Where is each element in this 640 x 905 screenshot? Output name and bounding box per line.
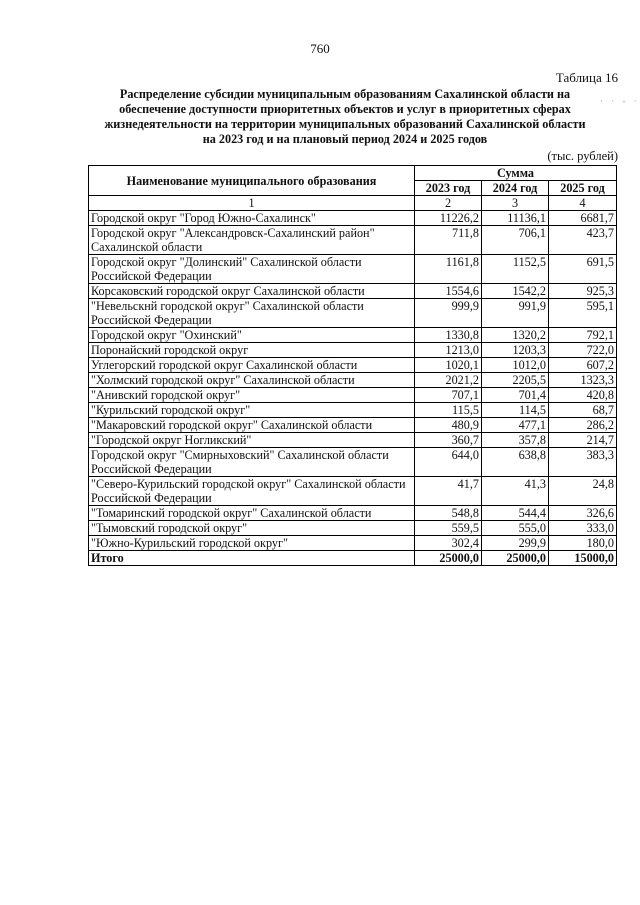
value-2024: 41,3 xyxy=(482,477,549,506)
header-year-2024: 2024 год xyxy=(482,181,549,196)
municipality-name: Городской округ "Александровск-Сахалинский район" Сахалинской области xyxy=(89,226,415,255)
value-2024: 11136,1 xyxy=(482,211,549,226)
title-line: жизнедеятельности на территории муниципальных образований Сахалинской области xyxy=(104,117,586,131)
table-row xyxy=(89,433,617,448)
column-number: 3 xyxy=(482,196,549,211)
title-line: обеспечение доступности приоритетных объектов и услуг в приоритетных сферах xyxy=(119,102,571,116)
value-2024: 299,9 xyxy=(482,536,549,551)
municipality-name: "Макаровский городской округ" Сахалинской области xyxy=(89,418,415,433)
value-2024: 2205,5 xyxy=(482,373,549,388)
value-2025: 423,7 xyxy=(549,226,617,255)
table-body xyxy=(89,211,617,551)
total-2024: 25000,0 xyxy=(482,551,549,566)
municipality-name: Поронайский городской округ xyxy=(89,343,415,358)
municipality-name: "Курильский городской округ" xyxy=(89,403,415,418)
value-2025: 333,0 xyxy=(549,521,617,536)
value-2023: 548,8 xyxy=(415,506,482,521)
table-row xyxy=(89,226,617,255)
value-2023: 1554,6 xyxy=(415,284,482,299)
table-row xyxy=(89,299,617,328)
value-2024: 1203,3 xyxy=(482,343,549,358)
header-sum: Сумма xyxy=(415,166,617,181)
value-2025: 420,8 xyxy=(549,388,617,403)
value-2024: 991,9 xyxy=(482,299,549,328)
municipality-name: "Томаринский городской округ" Сахалинской области xyxy=(89,506,415,521)
municipality-name: "Холмский городской округ" Сахалинской области xyxy=(89,373,415,388)
total-2025: 15000,0 xyxy=(549,551,617,566)
value-2025: 925,3 xyxy=(549,284,617,299)
value-2025: 792,1 xyxy=(549,328,617,343)
value-2023: 2021,2 xyxy=(415,373,482,388)
value-2024: 638,8 xyxy=(482,448,549,477)
value-2024: 1542,2 xyxy=(482,284,549,299)
value-2024: 114,5 xyxy=(482,403,549,418)
value-2025: 214,7 xyxy=(549,433,617,448)
municipality-name: "Городской округ Ногликский" xyxy=(89,433,415,448)
table-row xyxy=(89,388,617,403)
document-title xyxy=(95,87,595,147)
municipality-name: Городской округ "Смирныховский" Сахалинской области Российской Федерации xyxy=(89,448,415,477)
table-row xyxy=(89,536,617,551)
value-2024: 706,1 xyxy=(482,226,549,255)
municipality-name: "Невельскнй городской округ" Сахалинской области Российской Федерации xyxy=(89,299,415,328)
table-row xyxy=(89,506,617,521)
municipality-name: Корсаковский городской округ Сахалинской области xyxy=(89,284,415,299)
value-2023: 302,4 xyxy=(415,536,482,551)
value-2025: 180,0 xyxy=(549,536,617,551)
value-2023: 480,9 xyxy=(415,418,482,433)
value-2025: 722,0 xyxy=(549,343,617,358)
value-2025: 691,5 xyxy=(549,255,617,284)
table-row xyxy=(89,403,617,418)
table-row xyxy=(89,255,617,284)
municipality-name: Городской округ "Охинский" xyxy=(89,328,415,343)
table-label: Таблица 16 xyxy=(555,70,618,85)
value-2025: 24,8 xyxy=(549,477,617,506)
value-2023: 41,7 xyxy=(415,477,482,506)
table-row xyxy=(89,284,617,299)
column-number: 2 xyxy=(415,196,482,211)
header-year-2023: 2023 год xyxy=(415,181,482,196)
municipality-name: "Тымовский городской округ" xyxy=(89,521,415,536)
value-2025: 6681,7 xyxy=(549,211,617,226)
value-2023: 1330,8 xyxy=(415,328,482,343)
table-row xyxy=(89,373,617,388)
table-row xyxy=(89,358,617,373)
total-label: Итого xyxy=(89,551,415,566)
page-number: 760 xyxy=(310,41,330,56)
header-name-column: Наименование муниципального образования xyxy=(89,166,415,196)
value-2024: 701,4 xyxy=(482,388,549,403)
value-2023: 559,5 xyxy=(415,521,482,536)
value-2025: 607,2 xyxy=(549,358,617,373)
value-2025: 68,7 xyxy=(549,403,617,418)
value-2024: 357,8 xyxy=(482,433,549,448)
value-2024: 1152,5 xyxy=(482,255,549,284)
municipality-name: Городской округ "Долинский" Сахалинской области Российской Федерации xyxy=(89,255,415,284)
table-row xyxy=(89,521,617,536)
scan-noise: · · - · xyxy=(600,96,640,106)
value-2023: 11226,2 xyxy=(415,211,482,226)
municipality-name: "Анивский городской округ" xyxy=(89,388,415,403)
table-row xyxy=(89,343,617,358)
value-2024: 477,1 xyxy=(482,418,549,433)
table-row xyxy=(89,211,617,226)
value-2025: 286,2 xyxy=(549,418,617,433)
value-2023: 1161,8 xyxy=(415,255,482,284)
total-row xyxy=(89,551,617,566)
value-2024: 1320,2 xyxy=(482,328,549,343)
value-2024: 544,4 xyxy=(482,506,549,521)
subsidy-table xyxy=(88,165,617,566)
value-2023: 707,1 xyxy=(415,388,482,403)
value-2023: 115,5 xyxy=(415,403,482,418)
municipality-name: Городской округ "Город Южно-Сахалинск" xyxy=(89,211,415,226)
title-line: Распределение субсидии муниципальным образованиям Сахалинской области на xyxy=(119,87,571,101)
value-2023: 1020,1 xyxy=(415,358,482,373)
value-2025: 326,6 xyxy=(549,506,617,521)
value-2025: 595,1 xyxy=(549,299,617,328)
municipality-name: Углегорский городской округ Сахалинской области xyxy=(89,358,415,373)
value-2023: 1213,0 xyxy=(415,343,482,358)
value-2024: 555,0 xyxy=(482,521,549,536)
value-2023: 999,9 xyxy=(415,299,482,328)
value-2025: 383,3 xyxy=(549,448,617,477)
column-number: 1 xyxy=(89,196,415,211)
table-row xyxy=(89,328,617,343)
table-row xyxy=(89,418,617,433)
municipality-name: "Южно-Курильский городской округ" xyxy=(89,536,415,551)
municipality-name: "Северо-Курильский городской округ" Сахалинской области Российской Федерации xyxy=(89,477,415,506)
value-2023: 711,8 xyxy=(415,226,482,255)
value-2025: 1323,3 xyxy=(549,373,617,388)
value-2023: 360,7 xyxy=(415,433,482,448)
value-2023: 644,0 xyxy=(415,448,482,477)
value-2024: 1012,0 xyxy=(482,358,549,373)
units-label: (тыс. рублей) xyxy=(547,149,618,163)
header-year-2025: 2025 год xyxy=(549,181,617,196)
column-number: 4 xyxy=(549,196,617,211)
table-row xyxy=(89,448,617,477)
total-2023: 25000,0 xyxy=(415,551,482,566)
table-row xyxy=(89,477,617,506)
title-line: на 2023 год и на плановый период 2024 и 2025 годов xyxy=(202,132,488,146)
